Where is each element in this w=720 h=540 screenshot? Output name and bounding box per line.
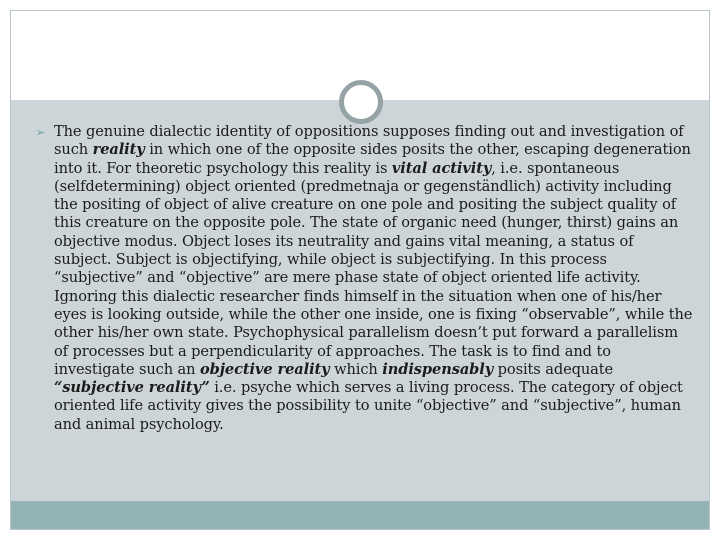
text-segment: The genuine dialectic identity of oppositions supposes finding out and investigation of such [54, 123, 684, 159]
footer-bar [11, 501, 709, 529]
body-paragraph [54, 123, 694, 434]
text-segment: i.e. psyche which serves a living process. The category of object oriented life activity gives the possibility to unite “objective” and “subjective”, human and animal psychology. [54, 379, 683, 433]
text-segment: in which one of the opposite sides posits the other, escaping degeneration into it. For theoretic psychology this reality is [54, 141, 691, 177]
text-segment: posits adequate [493, 360, 614, 378]
emphasis-subjective-reality: “subjective reality” [54, 379, 210, 397]
emphasis-indispensably: indispensably [382, 360, 494, 378]
decorative-ring-icon [339, 80, 383, 124]
text-segment: , i.e. spontaneous (selfdetermining) object oriented (predmetnaja or gegenständlich) activity including the positing of object of alive creature on one pole and positing the subject quality of this creature on the opposite pole. The state of organic need (hunger, thirst) gains an objective modus. Object loses its neutrality and gains vital meaning, a status of subject. Subject is objectifying, while object is subjectifying. In this process “subjective” and “objective” are mere phase state of object oriented life activity. Ignoring this dialectic researcher finds himself in the situation when one of his/her eyes is looking outside, while the other one inside, one is fixing “observable”, while the other his/her own state. Psychophysical parallelism doesn’t put forward a parallelism of processes but a perpendicularity of approaches. The task is to find and to investigate such an [54, 159, 693, 378]
emphasis-reality: reality [92, 141, 145, 159]
arrow-bullet-icon: ➢ [36, 126, 46, 139]
emphasis-objective-reality: objective reality [200, 360, 330, 378]
emphasis-vital-activity: vital activity [391, 159, 492, 177]
text-segment: which [329, 360, 383, 378]
